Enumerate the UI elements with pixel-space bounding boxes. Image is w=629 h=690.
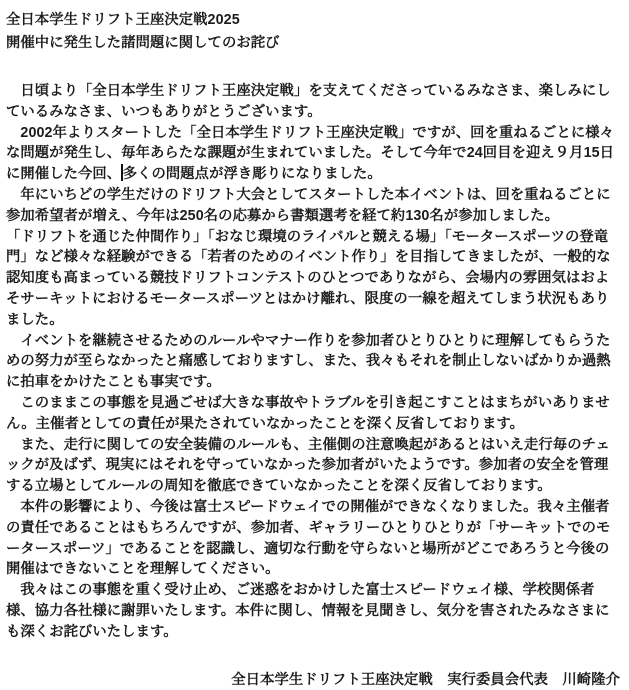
paragraph-event-purpose: 「ドリフトを通じた仲間作り」「おなじ環境のライバルと競える場」「モータースポーツの登竜門」など様々な経験ができる「若者のためのイベント作り」を目指してきましたが、一般的な認知度も高まっている競技ドリフトコンテストのひとつでありながら、会場内の雰囲気はおよそサーキットにおけるモータースポーツとはかけ離れ、限度の一線を超えてしまう状況もありました。: [6, 228, 611, 328]
document-header: [6, 9, 622, 55]
paragraph-venue-consequence: 本件の影響により、今後は富士スピードウェイでの開催ができなくなりました。我々主催者の責任であることはもちろんですが、参加者、ギャラリーひとりひとりが「サーキットでのモータースポーツ」であることを認識し、適切な行動を守らないと場所がどこであろうと今後の開催はできないことを理解してください。: [6, 498, 611, 578]
document-title: 全日本学生ドリフト王座決定戦2025: [6, 12, 240, 28]
document-body: [6, 81, 622, 643]
paragraph-history: [6, 123, 622, 185]
paragraph-history-after-caret: 多くの問題点が浮き彫りになりました。: [122, 166, 382, 183]
paragraph-apology: 我々はこの事態を重く受け止め、ご迷惑をおかけした富士スピードウェイ様、学校関係者様、協力各社様に謝罪いたします。本件に関し、情報を見聞きし、気分を害されたみなさまにも深くお詫びいたします。: [6, 582, 610, 640]
paragraph-history-before-caret: 2002年よりスタートした「全日本学生ドリフト王座決定戦」ですが、回を重ねるごとに様々な問題が発生し、毎年あらたな課題が生まれていました。そして今年で24回目を迎え９月15日に開催した今回、: [6, 124, 615, 183]
signature-line: 全日本学生ドリフト王座決定戦 実行委員会代表 川崎隆介: [231, 671, 620, 688]
paragraph-safety-equipment: また、走行に関しての安全装備のルールも、主催側の注意喚起があるとはいえ走行毎のチェックが及ばず、現実にはそれを守っていなかった参加者がいたようです。参加者の安全を管理する立場としてルールの周知を徹底できていなかったことを深く反省しております。: [6, 436, 610, 495]
paragraph-responsibility: このままこの事態を見過ごせば大きな事故やトラブルを引き起こすことはまちがいありません。主催者としての責任が果たされていなかったことを深く反省しております。: [6, 394, 610, 432]
paragraph-greeting: 日頃より「全日本学生ドリフト王座決定戦」を支えてくださっているみなさま、楽しみにしているみなさま、いつもありがとうございます。: [6, 83, 611, 120]
paragraph-rules-manner: イベントを継続させるためのルールやマナー作りを参加者ひとりひとりに理解してもらうための努力が至らなかったと痛感しておりますし、また、我々もそれを制止しないばかりか過熱に拍車をかけたことも事実です。: [6, 332, 611, 391]
document-subtitle: 開催中に発生した諸問題に関してのお詫び: [6, 35, 280, 51]
paragraph-event-growth: 年にいちどの学生だけのドリフト大会としてスタートした本イベントは、回を重ねるごとに参加希望者が増え、今年は250名の応募から書類選考を経て約130名が参加しました。: [6, 186, 611, 224]
